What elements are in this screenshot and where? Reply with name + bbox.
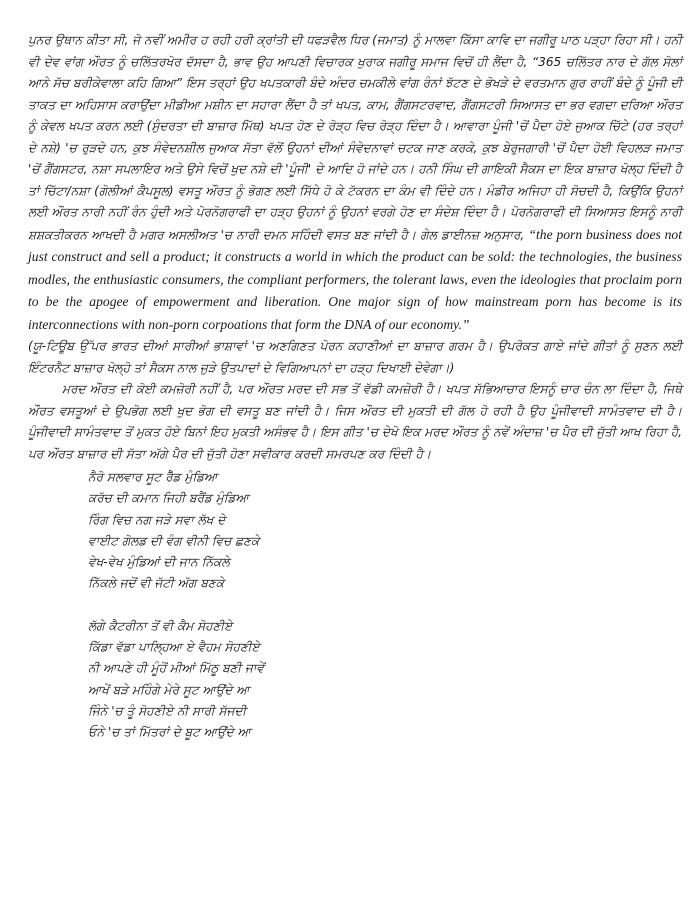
english-quote: “the porn business does not just construct and sell a product; it constructs a world in which the product can be sold: the technologies, the business modles, the enthusiastic consumers, the compliant performers, the tolerant laws, even the ideologies that proclaim porn to be the apogee of empowerment and liberation. One major sign of how mainstream porn has become is its interconnections with non-porn corpoations that form the DNA of our economy.” <box>28 226 682 332</box>
poem-line: ਵਾਈਟ ਗੋਲਡ ਦੀ ਵੰਗ ਵੀਨੀ ਵਿਚ ਛਣਕੇ <box>88 533 260 548</box>
poem-line: ਆਖੇਂ ਬੜੇ ਮਹਿੰਗੇ ਮੇਰੇ ਸੂਟ ਆਉਂਦੇ ਆ <box>88 682 250 697</box>
poem-line: ਕਰੱਚ ਦੀ ਕਮਾਨ ਜਿਹੀ ਬਰੈਂਡ ਮੁੰਡਿਆ <box>88 491 249 506</box>
poem-line: ਨੀ ਆਪਣੇ ਹੀ ਮੂੰਹੋਂ ਮੀਆਂ ਮਿੱਠੂ ਬਣੀ ਜਾਵੇਂ <box>88 661 264 676</box>
poem-stanza-2 <box>88 616 682 744</box>
poem-stanza-1 <box>88 467 682 595</box>
poem-line: ਵੇਖ-ਵੇਖ ਮੁੰਡਿਆਂ ਦੀ ਜਾਨ ਨਿੱਕਲੇ <box>88 555 230 570</box>
poem-line: ਓਨੇ 'ਚ ਤਾਂ ਮਿੱਤਰਾਂ ਦੇ ਬੂਟ ਆਉਂਦੇ ਆ <box>88 725 251 740</box>
poem-line: ਕਿੱਡਾ ਵੱਡਾ ਪਾਲ੍ਹਿਆ ਏ ਵੈਹਮ ਸੋਹਣੀਏ <box>88 640 260 655</box>
poem-line: ਨਿੱਕਲੇ ਜਦੋਂ ਵੀ ਜੱਟੀ ਅੱਗ ਬਣਕੇ <box>88 576 224 591</box>
poem-line: ਰਿੰਗ ਵਿਚ ਨਗ ਜੜੇ ਸਵਾ ਲੱਖ ਦੇ <box>88 512 226 527</box>
paragraph-1-punjabi: ਪੁਨਰ ਉਥਾਨ ਕੀਤਾ ਸੀ, ਜੋ ਨਵੀਂ ਅਮੀਰ ਹ ਰਹੀ ਹਰੀ ਕ੍ਰਾਂਤੀ ਦੀ ਧਫੜਵੈਲ ਧਿਰ (ਜਮਾਤ) ਨੂੰ ਮਾਲਵਾ ਕਿੱਸਾ ਕਾਵਿ ਦਾ ਜਗੀਰੂ ਪਾਠ ਪੜ੍ਹਾ ਰਿਹਾ ਸੀ। ਹਨੀ ਵੀ ਦੇਵ ਵਾਂਗ ਔਰਤ ਨੂੰ ਚਲਿੱਤਰਖੋਰ ਦੱਸਦਾ ਹੈ, ਭਾਵ ਉਹ ਆਪਣੀ ਵਿਚਾਰਕ ਖੁਰਾਕ ਜਗੀਰੂ ਸਮਾਜ ਵਿਚੋਂ ਹੀ ਲੈਂਦਾ ਹੈ, “365 ਚਲਿੱਤਰ ਨਾਰ ਦੇ ਗੱਲ ਸੋਲਾਂ ਆਨੇ ਸੱਚ ਬਰੀਕੇਵਾਲਾ ਕਹਿ ਗਿਆ” ਇਸ ਤਰ੍ਹਾਂ ਉਹ ਖਪਤਕਾਰੀ ਬੰਦੇ ਅੰਦਰ ਚਮਕੀਲੇ ਵਾਂਗ ਰੰਨਾਂ ਝੱਟਣ ਦੇ ਭੋਖੜੇ ਦੇ ਵਰਤਮਾਨ ਗੁਰ ਰਾਹੀਂ ਬੰਦੇ ਨੂੰ ਪੂੰਜੀ ਦੀ ਤਾਕਤ ਦਾ ਅਹਿਸਾਸ ਕਰਾਉਂਦਾ ਮੀਡੀਆ ਮਸ਼ੀਨ ਦਾ ਸਹਾਰਾ ਲੈਂਦਾ ਹੈ ਤਾਂ ਖਪਤ, ਕਾਮ, ਗੈਂਗਸਟਰਵਾਦ, ਗੈਂਗਸਟਰੀ ਸਿਆਸਤ ਦਾ ਭਰ ਵਗਦਾ ਦਰਿਆ ਔਰਤ ਨੂੰ ਕੇਵਲ ਖਪਤ ਕਰਨ ਲਈ (ਸੁੰਦਰਤਾ ਦੀ ਬਾਜ਼ਾਰ ਮਿੱਥ) ਖਪਤ ਹੋਣ ਦੇ ਰੋੜ੍ਹ ਵਿਚ ਰੋੜ੍ਹ ਦਿੰਦਾ ਹੈ। ਆਵਾਰਾ ਪੂੰਜੀ 'ਚੋਂ ਪੈਦਾ ਹੋਏ ਜੁਆਕ ਚਿੱਟੇ (ਹਰ ਤਰ੍ਹਾਂ ਦੇ ਨਸ਼ੇ) 'ਚ ਰੁੜਦੇ ਹਨ, ਕੁਝ ਸੰਵੇਦਨਸ਼ੀਲ ਜੁਆਕ ਸੱਤਾ ਵੱਲੋਂ ਉਹਨਾਂ ਦੀਆਂ ਸੰਵੇਦਨਾਵਾਂ ਚਟਕ ਜਾਣ ਕਰਕੇ, ਕੁਝ ਬੇਰੁਜਗਾਰੀ 'ਚੋਂ ਪੈਦਾ ਹੋਈ ਵਿਹਲੜ ਜਮਾਤ 'ਚੋਂ ਗੈਂਗਸਟਰ, ਨਸ਼ਾ ਸਪਲਾਇਰ ਅਤੇ ਉਸੇ ਵਿਚੋਂ ਖੁਦ ਨਸ਼ੇ ਦੀ 'ਪੂੰਜੀ' ਦੇ ਆਦਿ ਹੋ ਜਾਂਦੇ ਹਨ। ਹਨੀ ਸਿੰਘ ਦੀ ਗਾਇਕੀ ਸੈਕਸ ਦਾ ਇਕ ਬਾਜ਼ਾਰ ਖੋਲ੍ਹ ਦਿੰਦੀ ਹੈ ਤਾਂ ਚਿੱਟਾ/ਨਸ਼ਾ (ਗੋਲੀਆਂ ਕੈਪਸੂਲ) ਵਸਤੂ ਔਰਤ ਨੂੰ ਭੋਗਣ ਲਈ ਸਿੱਧੇ ਹੋ ਕੇ ਟੱਕਰਨ ਦਾ ਕੰਮ ਵੀ ਦਿੰਦੇ ਹਨ। ਮੰਡੀਰ ਅਜਿਹਾ ਹੀ ਸੋਚਦੀ ਹੈ, ਕਿਉਂਕਿ ਉਹਨਾਂ ਲਈ ਔਰਤ ਨਾਰੀ ਨਹੀਂ ਰੰਨ ਹੁੰਦੀ ਅਤੇ ਪੋਰਨੋਗਰਾਫੀ ਦਾ ਹੜ੍ਹ ਉਹਨਾਂ ਨੂੰ ਉਹਨਾਂ ਵਰਗੇ ਹੋਣ ਦਾ ਸੰਦੇਸ਼ ਦਿੰਦਾ ਹੈ। ਪੋਰਨੋਗਰਾਫੀ ਦੀ ਸਿਆਸਤ ਇਸਨੂੰ ਨਾਰੀ ਸ਼ਸ਼ਕਤੀਕਰਨ ਆਖਦੀ ਹੈ ਮਗਰ ਅਸਲੀਅਤ 'ਚ ਨਾਰੀ ਦਮਨ ਸਹਿੰਦੀ ਵਸਤ ਬਣ ਜਾਂਦੀ ਹੈ। ਗੇਲ ਡਾਈਨਜ਼ ਅਨੁਸਾਰ, <box>28 33 682 242</box>
paragraph-3: ਮਰਦ ਔਰਤ ਦੀ ਕੋਈ ਕਮਜ਼ੋਰੀ ਨਹੀਂ ਹੈ, ਪਰ ਔਰਤ ਮਰਦ ਦੀ ਸਭ ਤੋਂ ਵੱਡੀ ਕਮਜ਼ੋਰੀ ਹੈ। ਖਪਤ ਸੱਭਿਆਚਾਰ ਇਸਨੂੰ ਚਾਰ ਚੰਨ ਲਾ ਦਿੰਦਾ ਹੈ, ਜਿਥੇ ਔਰਤ ਵਸਤੂਆਂ ਦੇ ਉਪਭੋਗ ਲਈ ਖੁਦ ਭੋਗ ਦੀ ਵਸਤੂ ਬਣ ਜਾਂਦੀ ਹੈ। ਜਿਸ ਔਰਤ ਦੀ ਮੁਕਤੀ ਦੀ ਗੱਲ ਹੋ ਰਹੀ ਹੈ ਉਹ ਪੂੰਜੀਵਾਦੀ ਸਾਮੰਤਵਾਦ ਦੀ ਹੈ। ਪੂੰਜੀਵਾਦੀ ਸਾਮੰਤਵਾਦ ਤੋਂ ਮੁਕਤ ਹੋਏ ਬਿਨਾਂ ਇਹ ਮੁਕਤੀ ਅਸੰਭਵ ਹੈ। ਇਸ ਗੀਤ 'ਚ ਦੇਖੋ ਇਕ ਮਰਦ ਔਰਤ ਨੂੰ ਨਵੇਂ ਅੰਦਾਜ਼ 'ਚ ਪੈਰ ਦੀ ਜੁੱਤੀ ਆਖ ਰਿਹਾ ਹੈ, ਪਰ ਔਰਤ ਬਾਜ਼ਾਰ ਦੀ ਸੱਤਾ ਅੱਗੇ ਪੈਰ ਦੀ ਜੁੱਤੀ ਹੋਣਾ ਸਵੀਕਾਰ ਕਰਦੀ ਸਮਰਪਣ ਕਰ ਦਿੰਦੀ ਹੈ। <box>28 382 682 461</box>
paragraph-1 <box>28 30 682 336</box>
poem-line: ਨੈਰੋ ਸਲਵਾਰ ਸੂਟ ਰੈੱਡ ਮੁੰਡਿਆ <box>88 470 218 484</box>
poem-line: ਲੱਗੇ ਕੈਟਰੀਨਾ ਤੋਂ ਵੀ ਕੈਮ ਸੋਹਣੀਏ <box>88 618 233 633</box>
stanza-gap <box>88 595 682 616</box>
poem <box>88 467 682 744</box>
paragraph-2: (ਯੂ-ਟਿਊਬ ਉੱਪਰ ਭਾਰਤ ਦੀਆਂ ਸਾਰੀਆਂ ਭਾਸ਼ਾਵਾਂ 'ਚ ਅਣਗਿਣਤ ਪੋਰਨ ਕਹਾਣੀਆਂ ਦਾ ਬਾਜ਼ਾਰ ਗਰਮ ਹੈ। ਉਪਰੋਕਤ ਗਾਏ ਜਾਂਦੇ ਗੀਤਾਂ ਨੂੰ ਸੁਣਨ ਲਈ ਇੰਟਰਨੈਟ ਬਾਜ਼ਾਰ ਖੋਲ੍ਹੋ ਤਾਂ ਸੈਕਸ ਨਾਲ ਜੁੜੇ ਉਤਪਾਦਾਂ ਦੇ ਵਿਗਿਆਪਨਾਂ ਦਾ ਹੜ੍ਹ ਦਿਖਾਈ ਦੇਵੇਗਾ।) <box>28 339 682 375</box>
poem-line: ਜਿੰਨੇ 'ਚ ਤੂੰ ਸੋਹਣੀਏ ਨੀ ਸਾਰੀ ਸੱਜਦੀ <box>88 703 247 718</box>
